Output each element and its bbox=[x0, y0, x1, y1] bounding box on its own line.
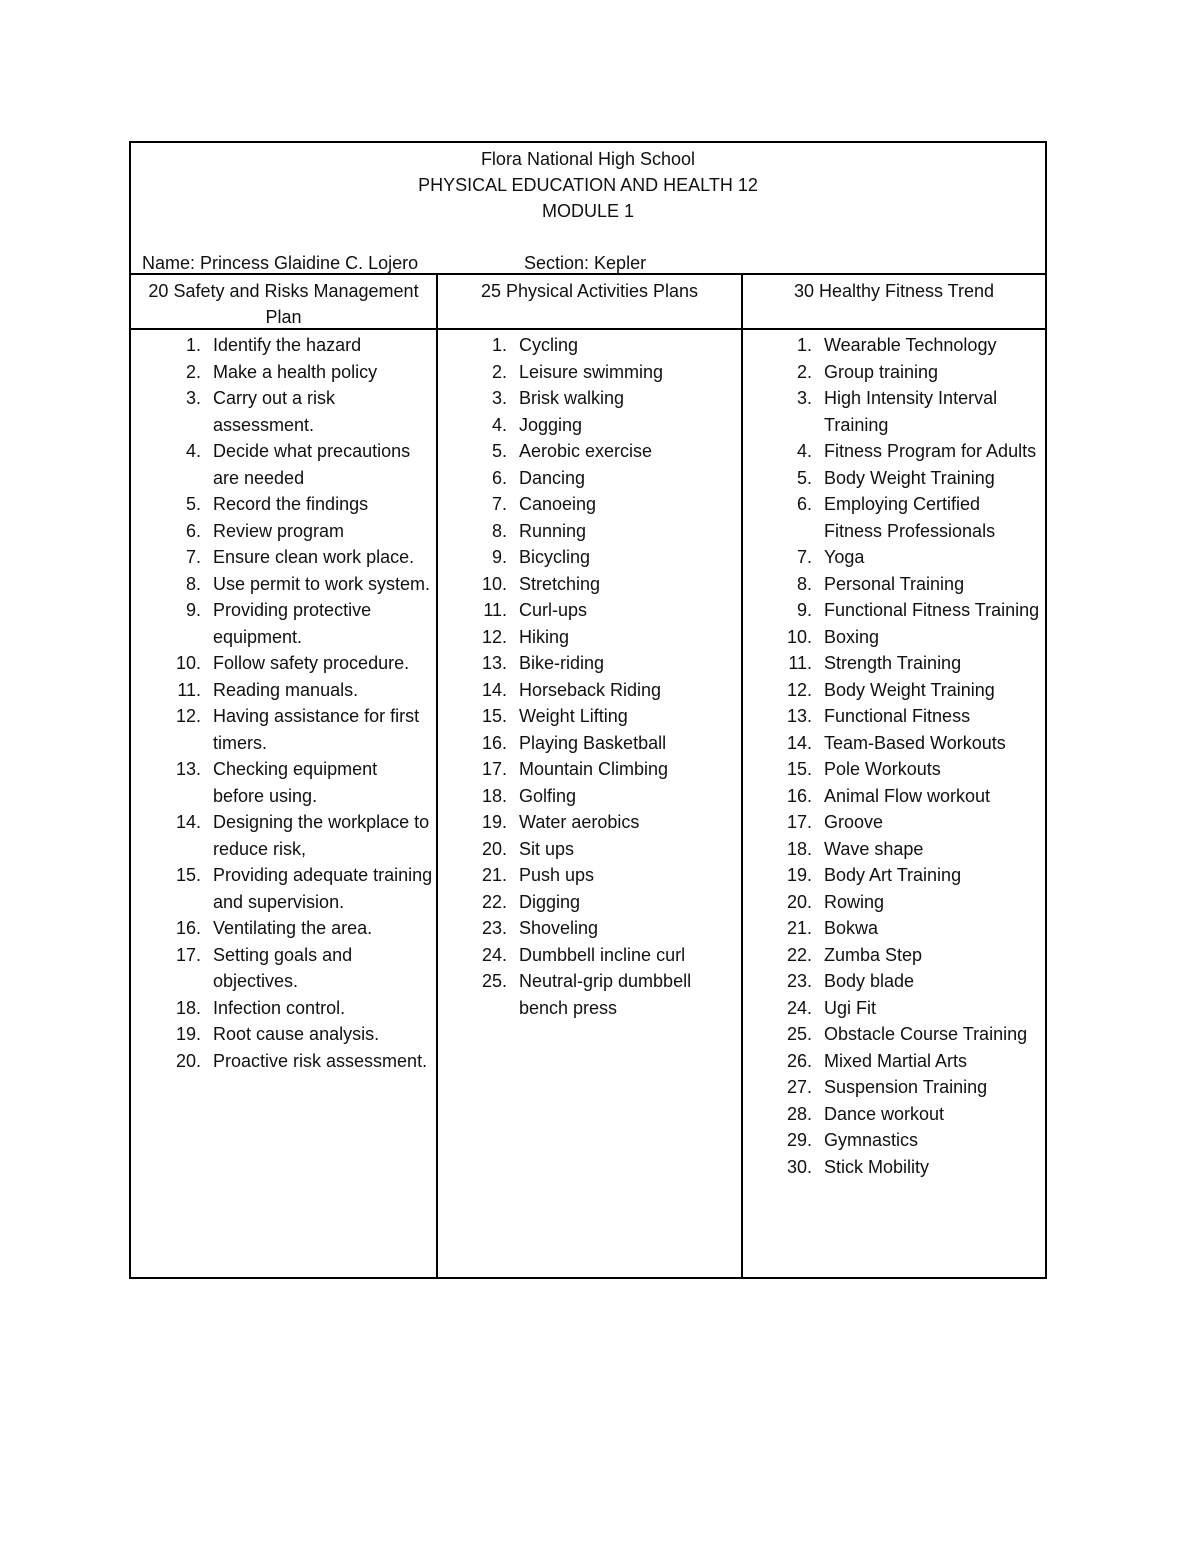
list-item-number: 21. bbox=[786, 918, 812, 938]
list-item-number: 29. bbox=[786, 1130, 812, 1150]
list-item bbox=[449, 836, 737, 863]
list-item-text: Sit ups bbox=[519, 838, 575, 859]
list-item-number: 8. bbox=[185, 573, 201, 594]
list-item-number: 14. bbox=[175, 812, 201, 832]
list-item-text: Brisk walking bbox=[519, 388, 625, 408]
list-item-text: Personal Training bbox=[824, 573, 965, 594]
list-item-text: Pole Workouts bbox=[824, 759, 941, 779]
list-item-text: Dumbbell incline curl bbox=[519, 944, 686, 965]
list-item-text: Horseback Riding bbox=[519, 679, 662, 700]
list-item bbox=[449, 332, 737, 359]
list-item-number: 7. bbox=[185, 547, 201, 567]
list-item-number: 22. bbox=[481, 891, 507, 912]
list-item-number: 10. bbox=[481, 573, 507, 594]
table-header bbox=[131, 143, 1045, 275]
list-item bbox=[143, 544, 433, 571]
list-item-text: Strength Training bbox=[824, 653, 962, 673]
list-item-text: Root cause analysis. bbox=[213, 1024, 380, 1044]
list-item bbox=[143, 597, 433, 650]
list-item-number: 5. bbox=[185, 494, 201, 514]
list-item-number: 17. bbox=[481, 759, 507, 779]
list-item-number: 5. bbox=[796, 467, 812, 488]
list-item bbox=[754, 889, 1042, 916]
list-item-number: 11. bbox=[788, 653, 812, 673]
list-item-text: Canoeing bbox=[519, 494, 597, 514]
list-item bbox=[449, 915, 737, 942]
list-item bbox=[754, 332, 1042, 359]
list-item-number: 2. bbox=[491, 361, 507, 382]
list-item bbox=[754, 571, 1042, 598]
list-item-text: Body blade bbox=[824, 971, 915, 991]
list-item-text: Mixed Martial Arts bbox=[824, 1050, 968, 1071]
list-item-number: 8. bbox=[491, 520, 507, 541]
list-item bbox=[754, 438, 1042, 465]
list-item-number: 5. bbox=[491, 441, 507, 461]
list-item-number: 14. bbox=[481, 679, 507, 700]
list-item bbox=[143, 385, 433, 438]
list-item bbox=[449, 783, 737, 810]
list-item-text: Jogging bbox=[519, 414, 583, 435]
list-item-number: 9. bbox=[491, 547, 507, 567]
list-item-number: 4. bbox=[796, 441, 812, 461]
list-item-text: Functional Fitness Training bbox=[824, 600, 1040, 620]
school-name: Flora National High School bbox=[480, 149, 696, 169]
list-item bbox=[754, 624, 1042, 651]
list-item-number: 23. bbox=[786, 971, 812, 991]
list-item-text: Infection control. bbox=[213, 997, 346, 1018]
list-item-number: 12. bbox=[786, 679, 812, 700]
list-item-text: Providing adequate training and supervision. bbox=[213, 865, 433, 912]
list-item bbox=[449, 571, 737, 598]
list-item bbox=[143, 915, 433, 942]
list-item bbox=[449, 624, 737, 651]
list-item-number: 10. bbox=[786, 626, 812, 647]
list-item-number: 1. bbox=[185, 335, 201, 355]
list-item-number: 15. bbox=[786, 759, 812, 779]
list-item bbox=[754, 597, 1042, 624]
list-item-number: 4. bbox=[185, 441, 201, 461]
list-item-number: 19. bbox=[786, 865, 812, 885]
list-item-text: Dance workout bbox=[824, 1103, 945, 1124]
list-item-text: Carry out a risk assessment. bbox=[213, 388, 336, 435]
list-item bbox=[754, 942, 1042, 969]
column-header-safety: 20 Safety and Risks Management Plan bbox=[148, 281, 419, 327]
list-item bbox=[449, 518, 737, 545]
list-item bbox=[143, 942, 433, 995]
list-item bbox=[449, 889, 737, 916]
physical-activities-list bbox=[449, 332, 737, 1021]
column-header-activities: 25 Physical Activities Plans bbox=[480, 281, 699, 301]
list-item-number: 23. bbox=[481, 918, 507, 938]
list-item bbox=[754, 783, 1042, 810]
list-item-number: 25. bbox=[481, 971, 507, 991]
list-item-number: 26. bbox=[786, 1050, 812, 1071]
column-header-fitness: 30 Healthy Fitness Trend bbox=[793, 281, 995, 301]
list-item-text: Boxing bbox=[824, 626, 880, 647]
list-item-text: Dancing bbox=[519, 467, 586, 488]
list-item-number: 11. bbox=[177, 679, 201, 700]
list-item bbox=[143, 571, 433, 598]
list-item-text: Body Weight Training bbox=[824, 467, 995, 488]
list-item-number: 9. bbox=[185, 600, 201, 620]
list-item-text: Make a health policy bbox=[213, 361, 378, 382]
list-item-number: 12. bbox=[175, 706, 201, 726]
list-item-text: Proactive risk assessment. bbox=[213, 1050, 428, 1071]
list-item bbox=[754, 1048, 1042, 1075]
list-item bbox=[449, 491, 737, 518]
list-item-text: Checking equipment before using. bbox=[213, 759, 378, 806]
list-item-number: 18. bbox=[786, 838, 812, 859]
list-item-text: Water aerobics bbox=[519, 812, 640, 832]
list-item bbox=[449, 544, 737, 571]
list-item bbox=[143, 650, 433, 677]
list-item bbox=[754, 862, 1042, 889]
list-item-number: 2. bbox=[185, 361, 201, 382]
list-item-number: 13. bbox=[481, 653, 507, 673]
list-item-number: 18. bbox=[175, 997, 201, 1018]
list-item bbox=[754, 1021, 1042, 1048]
list-item-text: Identify the hazard bbox=[213, 335, 362, 355]
list-item-number: 11. bbox=[483, 600, 507, 620]
list-item-number: 15. bbox=[175, 865, 201, 885]
list-item-text: Having assistance for first timers. bbox=[213, 706, 420, 753]
list-item bbox=[754, 915, 1042, 942]
list-item-number: 1. bbox=[796, 335, 812, 355]
list-item bbox=[449, 942, 737, 969]
list-item-number: 20. bbox=[175, 1050, 201, 1071]
list-item bbox=[143, 677, 433, 704]
list-item bbox=[449, 968, 737, 1021]
list-item-text: Groove bbox=[824, 812, 884, 832]
list-item bbox=[143, 332, 433, 359]
list-item-text: Decide what precautions are needed bbox=[213, 441, 411, 488]
list-item-text: Fitness Program for Adults bbox=[824, 441, 1037, 461]
list-item-number: 10. bbox=[175, 653, 201, 673]
list-item-text: Leisure swimming bbox=[519, 361, 664, 382]
list-item-number: 16. bbox=[175, 918, 201, 938]
list-item-number: 28. bbox=[786, 1103, 812, 1124]
list-item-text: Wearable Technology bbox=[824, 335, 997, 355]
list-item-number: 3. bbox=[491, 388, 507, 408]
list-item-text: Use permit to work system. bbox=[213, 573, 431, 594]
list-item-text: Reading manuals. bbox=[213, 679, 359, 700]
list-item-text: Follow safety procedure. bbox=[213, 653, 410, 673]
list-item bbox=[754, 544, 1042, 571]
list-item bbox=[449, 677, 737, 704]
list-item-number: 15. bbox=[481, 706, 507, 726]
list-item bbox=[449, 809, 737, 836]
column-divider bbox=[741, 275, 743, 1277]
list-item bbox=[449, 756, 737, 783]
list-item-text: Cycling bbox=[519, 335, 579, 355]
list-item-number: 21. bbox=[481, 865, 507, 885]
list-item-text: Group training bbox=[824, 361, 939, 382]
list-item-number: 3. bbox=[796, 388, 812, 408]
list-item-number: 20. bbox=[481, 838, 507, 859]
list-item-text: Rowing bbox=[824, 891, 885, 912]
list-item-text: Ugi Fit bbox=[824, 997, 877, 1018]
list-item-text: Curl-ups bbox=[519, 600, 588, 620]
list-item-text: Obstacle Course Training bbox=[824, 1024, 1028, 1044]
list-item-text: Body Weight Training bbox=[824, 679, 995, 700]
list-item-number: 17. bbox=[175, 944, 201, 965]
list-item-text: Body Art Training bbox=[824, 865, 962, 885]
list-item-number: 13. bbox=[786, 706, 812, 726]
list-item bbox=[143, 756, 433, 809]
list-item-number: 2. bbox=[796, 361, 812, 382]
column-headers bbox=[131, 275, 1045, 330]
list-item-number: 19. bbox=[175, 1024, 201, 1044]
list-item-number: 13. bbox=[175, 759, 201, 779]
list-item-number: 16. bbox=[786, 785, 812, 806]
list-item-number: 7. bbox=[491, 494, 507, 514]
list-item bbox=[449, 597, 737, 624]
list-item-number: 25. bbox=[786, 1024, 812, 1044]
list-item-text: Designing the workplace to reduce risk, bbox=[213, 812, 430, 859]
student-name: Name: Princess Glaidine C. Lojero bbox=[142, 253, 419, 273]
list-item-text: Animal Flow workout bbox=[824, 785, 991, 806]
list-item-number: 9. bbox=[796, 600, 812, 620]
list-item bbox=[754, 1101, 1042, 1128]
list-item bbox=[754, 1127, 1042, 1154]
list-item bbox=[754, 809, 1042, 836]
list-item-text: Setting goals and objectives. bbox=[213, 944, 353, 991]
list-item-text: Push ups bbox=[519, 865, 595, 885]
module-table bbox=[129, 141, 1047, 1279]
list-item-number: 7. bbox=[796, 547, 812, 567]
list-item-number: 6. bbox=[796, 494, 812, 514]
list-item bbox=[449, 703, 737, 730]
list-item bbox=[143, 518, 433, 545]
list-item-number: 24. bbox=[786, 997, 812, 1018]
list-item-number: 27. bbox=[786, 1077, 812, 1097]
list-item-text: Aerobic exercise bbox=[519, 441, 653, 461]
list-item bbox=[449, 412, 737, 439]
safety-plan-list bbox=[143, 332, 433, 1074]
list-item-number: 6. bbox=[491, 467, 507, 488]
list-item-text: Mountain Climbing bbox=[519, 759, 669, 779]
list-item-text: Bokwa bbox=[824, 918, 879, 938]
list-item-text: Team-Based Workouts bbox=[824, 732, 1006, 753]
list-item-number: 8. bbox=[796, 573, 812, 594]
list-item bbox=[449, 730, 737, 757]
list-item bbox=[143, 995, 433, 1022]
list-item bbox=[449, 359, 737, 386]
list-item-text: Bicycling bbox=[519, 547, 591, 567]
list-item bbox=[143, 491, 433, 518]
list-item-number: 1. bbox=[491, 335, 507, 355]
list-item bbox=[754, 836, 1042, 863]
list-item bbox=[143, 438, 433, 491]
list-item bbox=[449, 385, 737, 412]
list-item bbox=[754, 703, 1042, 730]
list-item-text: Functional Fitness bbox=[824, 706, 971, 726]
list-item bbox=[143, 1048, 433, 1075]
list-item-text: Hiking bbox=[519, 626, 570, 647]
list-item bbox=[143, 703, 433, 756]
list-item-number: 22. bbox=[786, 944, 812, 965]
list-item-text: Bike-riding bbox=[519, 653, 605, 673]
list-item bbox=[449, 465, 737, 492]
list-item-text: Digging bbox=[519, 891, 581, 912]
list-item bbox=[754, 491, 1042, 544]
list-item-text: Ensure clean work place. bbox=[213, 547, 415, 567]
list-item-number: 30. bbox=[786, 1156, 812, 1177]
list-item bbox=[754, 465, 1042, 492]
list-item bbox=[754, 995, 1042, 1022]
list-item bbox=[754, 730, 1042, 757]
list-item-text: Gymnastics bbox=[824, 1130, 919, 1150]
list-item-number: 14. bbox=[786, 732, 812, 753]
list-item-text: Providing protective equipment. bbox=[213, 600, 372, 647]
column-divider bbox=[436, 275, 438, 1277]
list-item-text: Neutral-grip dumbbell bench press bbox=[519, 971, 692, 1018]
list-item-number: 4. bbox=[491, 414, 507, 435]
list-item bbox=[449, 650, 737, 677]
list-item-text: Record the findings bbox=[213, 494, 369, 514]
list-item-text: Yoga bbox=[824, 547, 865, 567]
list-item-number: 19. bbox=[481, 812, 507, 832]
list-item-text: Review program bbox=[213, 520, 345, 541]
list-item-text: High Intensity Interval Training bbox=[824, 388, 998, 435]
list-item-text: Running bbox=[519, 520, 587, 541]
list-item-text: Shoveling bbox=[519, 918, 599, 938]
list-item bbox=[754, 756, 1042, 783]
list-item bbox=[754, 1154, 1042, 1181]
list-item bbox=[754, 968, 1042, 995]
list-item-text: Wave shape bbox=[824, 838, 924, 859]
list-item bbox=[754, 385, 1042, 438]
list-item bbox=[143, 359, 433, 386]
list-item-text: Stick Mobility bbox=[824, 1156, 930, 1177]
list-item-number: 3. bbox=[185, 388, 201, 408]
list-item bbox=[754, 650, 1042, 677]
student-section: Section: Kepler bbox=[524, 253, 647, 273]
list-item-number: 12. bbox=[481, 626, 507, 647]
list-item-number: 18. bbox=[481, 785, 507, 806]
list-item-text: Playing Basketball bbox=[519, 732, 667, 753]
list-item bbox=[143, 1021, 433, 1048]
list-item bbox=[143, 809, 433, 862]
list-item-number: 6. bbox=[185, 520, 201, 541]
subject-title: PHYSICAL EDUCATION AND HEALTH 12 bbox=[418, 175, 758, 195]
list-item-text: Golfing bbox=[519, 785, 577, 806]
list-item-number: 24. bbox=[481, 944, 507, 965]
module-title: MODULE 1 bbox=[541, 201, 635, 221]
list-item-text: Suspension Training bbox=[824, 1077, 988, 1097]
list-item-number: 17. bbox=[786, 812, 812, 832]
list-item-number: 16. bbox=[481, 732, 507, 753]
list-item-text: Zumba Step bbox=[824, 944, 923, 965]
list-item bbox=[754, 1074, 1042, 1101]
list-item bbox=[449, 438, 737, 465]
fitness-trend-list bbox=[754, 332, 1042, 1180]
list-item-text: Stretching bbox=[519, 573, 601, 594]
list-item-text: Employing Certified Fitness Professionals bbox=[824, 494, 996, 541]
list-item-text: Weight Lifting bbox=[519, 706, 628, 726]
list-item bbox=[754, 359, 1042, 386]
list-item bbox=[143, 862, 433, 915]
list-item bbox=[754, 677, 1042, 704]
list-item-text: Ventilating the area. bbox=[213, 918, 373, 938]
list-item bbox=[449, 862, 737, 889]
list-item-number: 20. bbox=[786, 891, 812, 912]
